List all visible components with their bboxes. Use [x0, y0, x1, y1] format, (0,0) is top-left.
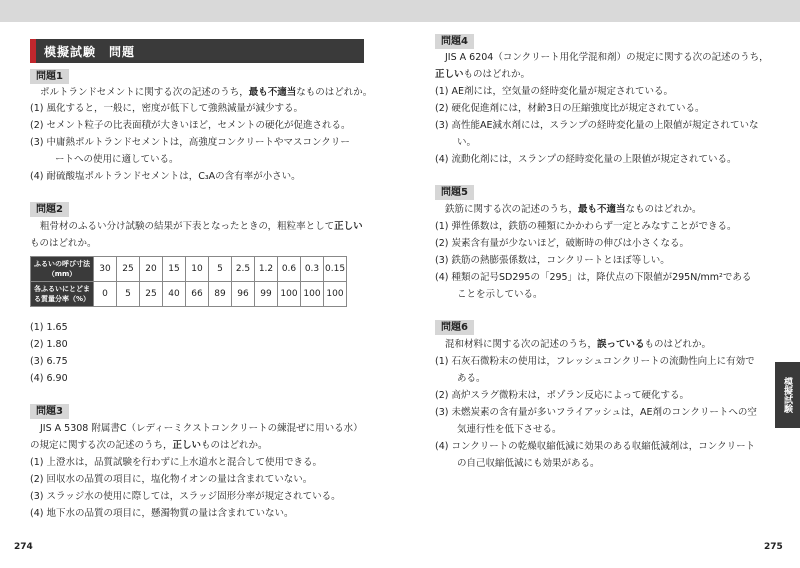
question-2-stem-1: 粗骨材のふるい分け試験の結果が下表となったときの，粗粒率として正しい [40, 221, 363, 232]
size-cell: 1.2 [255, 257, 278, 282]
size-cell: 20 [140, 257, 163, 282]
sieve-table [30, 256, 347, 307]
q1-option-4: (4) 耐硫酸塩ポルトランドセメントは，C₃Aの含有率が小さい。 [30, 171, 301, 182]
question-4-stem-1: JIS A 6204（コンクリート用化学混和剤）の規定に関する次の記述のうち， [445, 52, 769, 63]
ratio-cell: 40 [163, 282, 186, 307]
size-cell: 5 [209, 257, 232, 282]
q6-option-3: (3) 未燃炭素の含有量が多いフライアッシュは，AE剤のコンクリートへの空 [435, 407, 757, 418]
page-number-right: 275 [764, 542, 783, 552]
q6-option-4-cont: の自己収縮低減にも効果がある。 [457, 458, 600, 469]
ratio-cell: 0 [94, 282, 117, 307]
size-cell: 25 [117, 257, 140, 282]
size-cell: 15 [163, 257, 186, 282]
q2-option-3: (3) 6.75 [30, 356, 68, 367]
question-3-label: 問題3 [30, 404, 69, 419]
ratio-cell: 100 [324, 282, 347, 307]
size-cell: 0.6 [278, 257, 301, 282]
ratio-cell: 96 [232, 282, 255, 307]
mass-ratio-row [31, 282, 347, 307]
q3-option-2: (2) 回収水の品質の項目に，塩化物イオンの量は含まれていない。 [30, 474, 313, 485]
q2-option-2: (2) 1.80 [30, 339, 68, 350]
page-number-left: 274 [14, 542, 33, 552]
q3-option-3: (3) スラッジ水の使用に際しては，スラッジ固形分率が規定されている。 [30, 491, 341, 502]
section-title [30, 39, 364, 63]
q1-option-1: (1) 風化すると，一般に，密度が低下して強熱減量が減少する。 [30, 103, 303, 114]
q4-option-2: (2) 硬化促進剤には，材齢3日の圧縮強度比が規定されている。 [435, 103, 705, 114]
size-cell: 0.15 [324, 257, 347, 282]
q2-option-1: (1) 1.65 [30, 322, 68, 333]
sieve-size-row [31, 257, 347, 282]
question-5-stem: 鉄筋に関する次の記述のうち，最も不適当なものはどれか。 [445, 204, 702, 215]
q5-option-4: (4) 種類の記号SD295の「295」は，降伏点の下限値が295N/mm²である [435, 272, 752, 283]
q1-option-3: (3) 中庸熱ポルトランドセメントは，高強度コンクリートやマスコンクリー [30, 137, 350, 148]
q5-option-3: (3) 鉄筋の熱膨張係数は，コンクリートとほぼ等しい。 [435, 255, 670, 266]
size-cell: 0.3 [301, 257, 324, 282]
sieve-size-header: ふるいの呼び寸法（mm） [31, 257, 94, 282]
q5-option-2: (2) 炭素含有量が少ないほど，破断時の伸びは小さくなる。 [435, 238, 689, 249]
top-bar [0, 0, 800, 22]
title-accent [30, 39, 36, 63]
question-6-stem: 混和材料に関する次の記述のうち，誤っているものはどれか。 [445, 339, 712, 350]
question-4-stem-2: 正しいものはどれか。 [435, 69, 531, 80]
question-3-stem-2: の規定に関する次の記述のうち，正しいものはどれか。 [30, 440, 268, 451]
side-tab: 模擬試験 [775, 362, 800, 428]
question-6-label: 問題6 [435, 320, 474, 335]
q3-option-4: (4) 地下水の品質の項目に，懸濁物質の量は含まれていない。 [30, 508, 294, 519]
ratio-cell: 100 [278, 282, 301, 307]
question-5-label: 問題5 [435, 185, 474, 200]
q1-option-2: (2) セメント粒子の比表面積が大きいほど，セメントの硬化が促進される。 [30, 120, 351, 131]
q2-option-4: (4) 6.90 [30, 373, 68, 384]
ratio-cell: 66 [186, 282, 209, 307]
ratio-cell: 100 [301, 282, 324, 307]
question-4-label: 問題4 [435, 34, 474, 49]
question-2-label: 問題2 [30, 202, 69, 217]
q4-option-3: (3) 高性能AE減水剤には，スランプの経時変化量の上限値が規定されていな [435, 120, 759, 131]
section-title-text: 模擬試験 問題 [44, 44, 136, 59]
left-page [0, 22, 400, 568]
q4-option-4: (4) 流動化剤には，スランプの経時変化量の上限値が規定されている。 [435, 154, 737, 165]
ratio-cell: 89 [209, 282, 232, 307]
size-cell: 2.5 [232, 257, 255, 282]
q6-option-1: (1) 石灰石微粉末の使用は，フレッシュコンクリートの流動性向上に有効で [435, 356, 755, 367]
question-3-stem-1: JIS A 5308 附属書C（レディーミクストコンクリートの練混ぜに用いる水） [40, 423, 363, 434]
question-2-stem-2: ものはどれか。 [30, 238, 97, 249]
q3-option-1: (1) 上澄水は，品質試験を行わずに上水道水と混合して使用できる。 [30, 457, 322, 468]
q6-option-3-cont: 気連行性を低下させる。 [457, 424, 562, 435]
q1-option-3-cont: ートへの使用に適している。 [55, 154, 179, 165]
q4-option-1: (1) AE剤には，空気量の経時変化量が規定されている。 [435, 86, 673, 97]
q6-option-2: (2) 高炉スラグ微粉末は，ポゾラン反応によって硬化する。 [435, 390, 689, 401]
size-cell: 30 [94, 257, 117, 282]
q5-option-4-cont: ことを示している。 [457, 289, 543, 300]
q6-option-4: (4) コンクリートの乾燥収縮低減に効果のある収縮低減剤は，コンクリート [435, 441, 756, 452]
q4-option-3-cont: い。 [457, 137, 477, 148]
q6-option-1-cont: ある。 [457, 373, 486, 384]
mass-ratio-header: 各ふるいにとどまる質量分率（%） [31, 282, 94, 307]
size-cell: 10 [186, 257, 209, 282]
ratio-cell: 99 [255, 282, 278, 307]
question-1-label: 問題1 [30, 69, 69, 84]
ratio-cell: 5 [117, 282, 140, 307]
q5-option-1: (1) 弾性係数は，鉄筋の種類にかかわらず一定とみなすことができる。 [435, 221, 737, 232]
ratio-cell: 25 [140, 282, 163, 307]
right-page [400, 22, 800, 568]
question-1-stem: ポルトランドセメントに関する次の記述のうち，最も不適当なものはどれか。 [40, 87, 373, 98]
